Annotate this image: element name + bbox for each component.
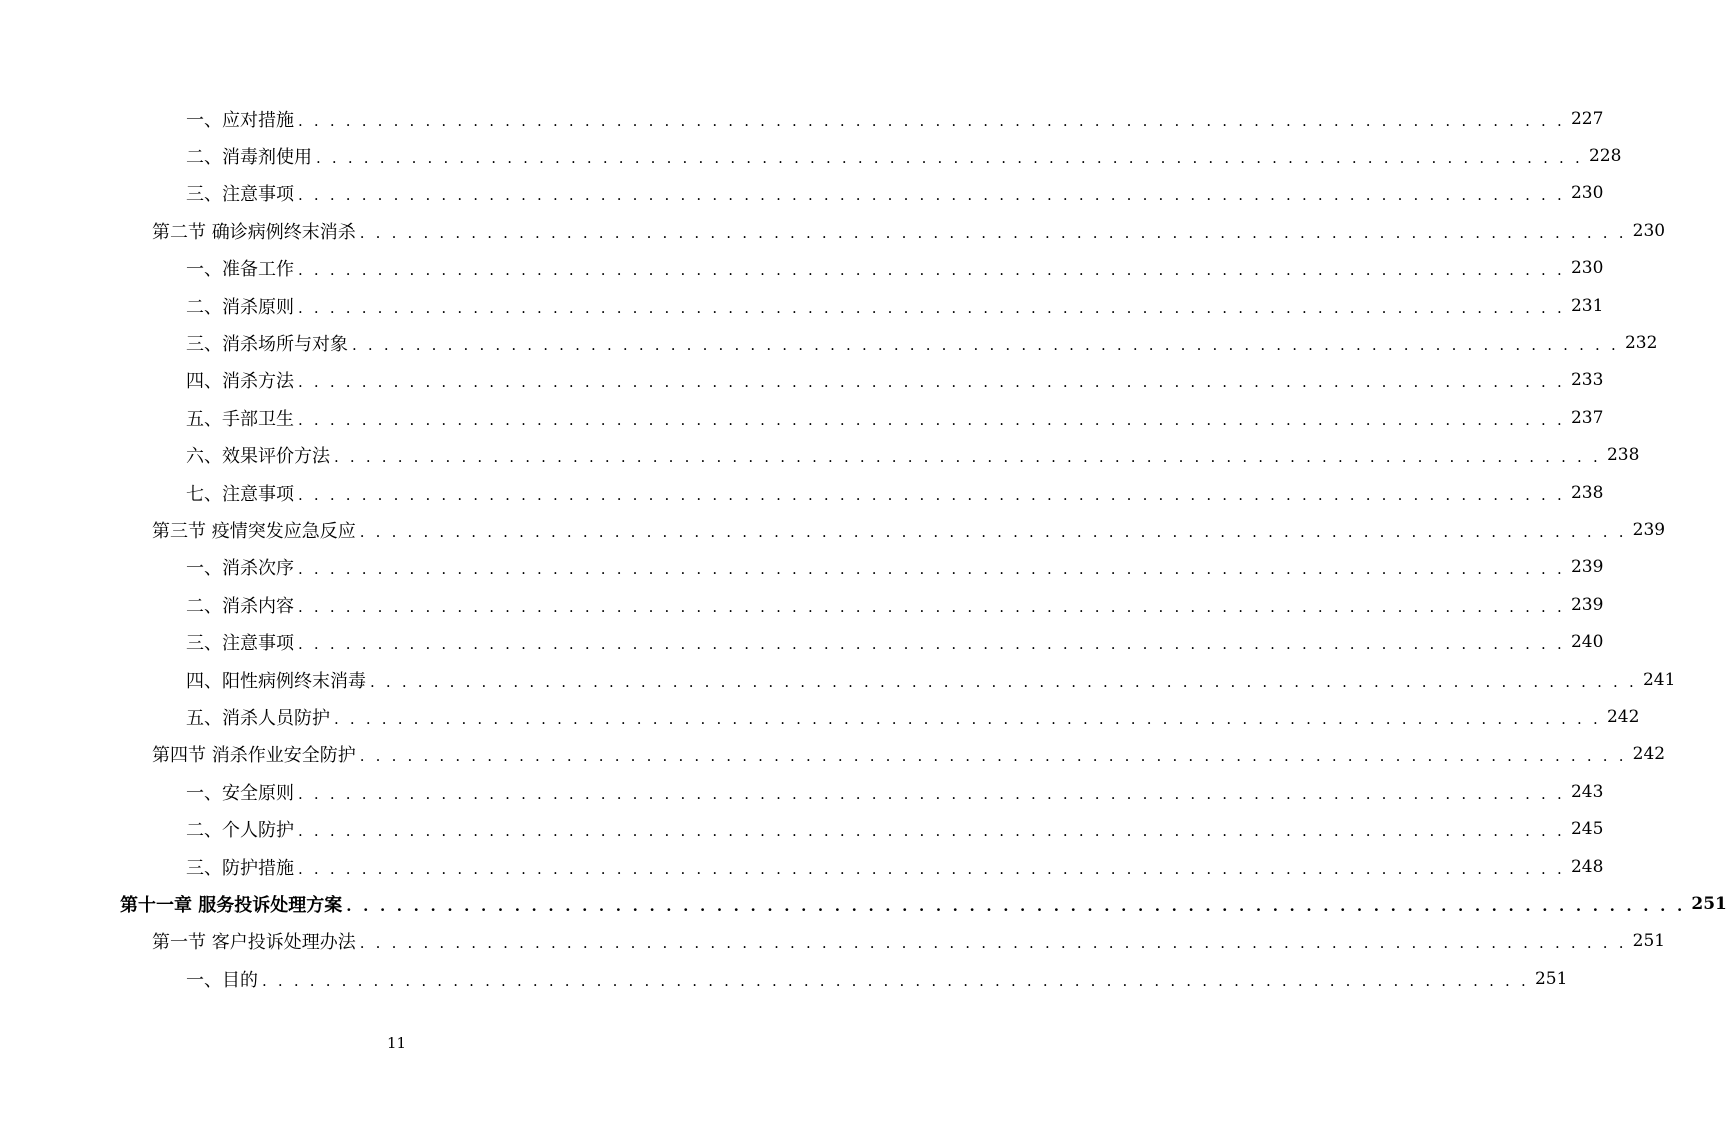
toc-leader-dots: . . . . . . . . . . . . . . . . . . . . . . . . . . . . . . . . . . . . . . . . . . . . . . . . . . . . . . . . . . . . . . . . . . . . . . . . . . . . . . . .	[298, 485, 1565, 504]
toc-entry-item[interactable]	[0, 287, 1604, 324]
toc-entry-section[interactable]	[0, 511, 1666, 548]
toc-entry-title: 二、消杀内容	[186, 595, 294, 617]
toc-entry-page: 251	[1534, 968, 1568, 989]
toc-entry-page: 228	[1588, 146, 1622, 167]
toc-leader-dots: . . . . . . . . . . . . . . . . . . . . . . . . . . . . . . . . . . . . . . . . . . . . . . . . . . . . . . . . . . . . . . . . . . . . . . . . . . . . . . . .	[298, 410, 1565, 429]
toc-leader-dots: . . . . . . . . . . . . . . . . . . . . . . . . . . . . . . . . . . . . . . . . . . . . . . . . . . . . . . . . . . . . . . . . . . . . . . . . . . . . . . . .	[298, 373, 1565, 392]
toc-leader-dots: . . . . . . . . . . . . . . . . . . . . . . . . . . . . . . . . . . . . . . . . . . . . . . . . . . . . . . . . . . . . . . . . . . . . . . . . . . . . . . . .	[370, 672, 1637, 691]
toc-leader-dots: . . . . . . . . . . . . . . . . . . . . . . . . . . . . . . . . . . . . . . . . . . . . . . . . . . . . . . . . . . . . . . . . . . . . . . . . . . . . . . . .	[298, 597, 1565, 616]
toc-entry-title: 五、手部卫生	[186, 408, 294, 430]
toc-entry-title: 三、防护措施	[186, 857, 294, 879]
toc-entry-item[interactable]	[0, 474, 1604, 511]
toc-entry-chapter[interactable]	[0, 885, 1727, 922]
toc-entry-page: 248	[1570, 856, 1604, 877]
toc-entry-page: 230	[1632, 220, 1666, 241]
toc-entry-item[interactable]	[0, 773, 1604, 810]
toc-entry-page: 233	[1570, 370, 1604, 391]
toc-entry-page: 243	[1570, 781, 1604, 802]
toc-entry-page: 242	[1606, 706, 1640, 727]
toc-entry-title: 一、准备工作	[186, 259, 294, 281]
toc-entry-title: 三、注意事项	[186, 633, 294, 655]
toc-entry-section[interactable]	[0, 923, 1666, 960]
toc-entry-title: 第四节 消杀作业安全防护	[152, 745, 356, 767]
toc-entry-section[interactable]	[0, 736, 1666, 773]
toc-entry-title: 三、注意事项	[186, 184, 294, 206]
toc-entry-item[interactable]	[0, 848, 1604, 885]
toc-entry-title: 六、效果评价方法	[186, 446, 330, 468]
toc-entry-page: 242	[1632, 744, 1666, 765]
toc-entry-page: 245	[1570, 819, 1604, 840]
toc-entry-item[interactable]	[0, 661, 1676, 698]
toc-leader-dots: . . . . . . . . . . . . . . . . . . . . . . . . . . . . . . . . . . . . . . . . . . . . . . . . . . . . . . . . . . . . . . . . . . . . . . . . . . . . . . . .	[298, 111, 1565, 130]
toc-entry-title: 二、消毒剂使用	[186, 147, 312, 169]
toc-entry-title: 二、消杀原则	[186, 296, 294, 318]
toc-entry-item[interactable]	[0, 175, 1604, 212]
toc-leader-dots: . . . . . . . . . . . . . . . . . . . . . . . . . . . . . . . . . . . . . . . . . . . . . . . . . . . . . . . . . . . . . . . . . . . . . . . . . . . . . . . .	[298, 261, 1565, 280]
toc-entry-item[interactable]	[0, 698, 1640, 735]
toc-entry-title: 第一节 客户投诉处理办法	[152, 932, 356, 954]
toc-leader-dots: . . . . . . . . . . . . . . . . . . . . . . . . . . . . . . . . . . . . . . . . . . . . . . . . . . . . . . . . . . . . . . . . . . . . . . . . . . . . . . . .	[352, 336, 1619, 355]
table-of-contents	[0, 100, 1727, 997]
toc-entry-title: 一、安全原则	[186, 782, 294, 804]
toc-entry-page: 239	[1570, 594, 1604, 615]
toc-entry-title: 四、阳性病例终末消毒	[186, 670, 366, 692]
toc-leader-dots: . . . . . . . . . . . . . . . . . . . . . . . . . . . . . . . . . . . . . . . . . . . . . . . . . . . . . . . . . . . . . . . . . . . . . . . . . . . . . . . .	[359, 522, 1627, 541]
toc-entry-title: 七、注意事项	[186, 483, 294, 505]
toc-leader-dots: . . . . . . . . . . . . . . . . . . . . . . . . . . . . . . . . . . . . . . . . . . . . . . . . . . . . . . . . . . . . . . . . . . . . . . . . . . . . . . . .	[298, 822, 1565, 841]
toc-entry-item[interactable]	[0, 586, 1604, 623]
toc-entry-page: 239	[1632, 519, 1666, 540]
toc-entry-page: 240	[1570, 632, 1604, 653]
toc-leader-dots: . . . . . . . . . . . . . . . . . . . . . . . . . . . . . . . . . . . . . . . . . . . . . . . . . . . . . . . . . . . . . . . . . . . . . . . . . . . . . . . .	[298, 635, 1565, 654]
toc-entry-item[interactable]	[0, 549, 1604, 586]
page-number: 11	[386, 1034, 407, 1052]
toc-entry-item[interactable]	[0, 437, 1640, 474]
toc-entry-title: 一、应对措施	[186, 109, 294, 131]
toc-leader-dots: . . . . . . . . . . . . . . . . . . . . . . . . . . . . . . . . . . . . . . . . . . . . . . . . . . . . . . . . . . . . . . . . . . . . . . . . . . . . . . . .	[346, 896, 1686, 915]
toc-entry-page: 241	[1642, 669, 1676, 690]
toc-entry-page: 232	[1624, 333, 1658, 354]
toc-entry-title: 一、消杀次序	[186, 558, 294, 580]
toc-entry-title: 一、目的	[186, 969, 258, 991]
toc-leader-dots: . . . . . . . . . . . . . . . . . . . . . . . . . . . . . . . . . . . . . . . . . . . . . . . . . . . . . . . . . . . . . . . . . . . . . . . . . . . . . . . .	[298, 186, 1565, 205]
toc-entry-title: 四、消杀方法	[186, 371, 294, 393]
toc-leader-dots: . . . . . . . . . . . . . . . . . . . . . . . . . . . . . . . . . . . . . . . . . . . . . . . . . . . . . . . . . . . . . . . . . . . . . . . . . . . . . . . .	[359, 223, 1627, 242]
toc-entry-item[interactable]	[0, 137, 1622, 174]
toc-leader-dots: . . . . . . . . . . . . . . . . . . . . . . . . . . . . . . . . . . . . . . . . . . . . . . . . . . . . . . . . . . . . . . . . . . . . . . . . . . . . . . . .	[298, 560, 1565, 579]
toc-entry-title: 第二节 确诊病例终末消杀	[152, 221, 356, 243]
toc-entry-title: 三、消杀场所与对象	[186, 334, 348, 356]
toc-entry-page: 237	[1570, 407, 1604, 428]
toc-entry-page: 251	[1691, 893, 1727, 914]
toc-entry-item[interactable]	[0, 250, 1604, 287]
toc-entry-page: 251	[1632, 931, 1666, 952]
toc-leader-dots: . . . . . . . . . . . . . . . . . . . . . . . . . . . . . . . . . . . . . . . . . . . . . . . . . . . . . . . . . . . . . . . . . . . . . . . . . . . . . . . .	[316, 149, 1583, 168]
toc-entry-title: 第十一章 服务投诉处理方案	[120, 894, 343, 916]
toc-entry-section[interactable]	[0, 212, 1666, 249]
toc-leader-dots: . . . . . . . . . . . . . . . . . . . . . . . . . . . . . . . . . . . . . . . . . . . . . . . . . . . . . . . . . . . . . . . . . . . . . . . . . . . . . . . .	[298, 298, 1565, 317]
toc-entry-page: 239	[1570, 557, 1604, 578]
toc-entry-item[interactable]	[0, 362, 1604, 399]
toc-entry-page: 238	[1606, 445, 1640, 466]
toc-entry-item[interactable]	[0, 324, 1658, 361]
toc-entry-item[interactable]	[0, 623, 1604, 660]
toc-entry-item[interactable]	[0, 960, 1568, 997]
toc-leader-dots: . . . . . . . . . . . . . . . . . . . . . . . . . . . . . . . . . . . . . . . . . . . . . . . . . . . . . . . . . . . . . . . . . . . . . . . . . . . . . . . .	[334, 448, 1601, 467]
toc-leader-dots: . . . . . . . . . . . . . . . . . . . . . . . . . . . . . . . . . . . . . . . . . . . . . . . . . . . . . . . . . . . . . . . . . . . . . . . . . . . . . . . .	[298, 859, 1565, 878]
toc-leader-dots: . . . . . . . . . . . . . . . . . . . . . . . . . . . . . . . . . . . . . . . . . . . . . . . . . . . . . . . . . . . . . . . . . . . . . . . . . . . . . . . .	[359, 747, 1627, 766]
toc-leader-dots: . . . . . . . . . . . . . . . . . . . . . . . . . . . . . . . . . . . . . . . . . . . . . . . . . . . . . . . . . . . . . . . . . . . . . . . . . . . . . . . .	[262, 971, 1529, 990]
toc-entry-item[interactable]	[0, 100, 1604, 137]
toc-entry-title: 第三节 疫情突发应急反应	[152, 520, 356, 542]
toc-entry-title: 二、个人防护	[186, 820, 294, 842]
toc-leader-dots: . . . . . . . . . . . . . . . . . . . . . . . . . . . . . . . . . . . . . . . . . . . . . . . . . . . . . . . . . . . . . . . . . . . . . . . . . . . . . . . .	[334, 709, 1601, 728]
toc-entry-item[interactable]	[0, 810, 1604, 847]
toc-entry-item[interactable]	[0, 399, 1604, 436]
toc-entry-title: 五、消杀人员防护	[186, 707, 330, 729]
toc-leader-dots: . . . . . . . . . . . . . . . . . . . . . . . . . . . . . . . . . . . . . . . . . . . . . . . . . . . . . . . . . . . . . . . . . . . . . . . . . . . . . . . .	[298, 784, 1565, 803]
toc-entry-page: 230	[1570, 258, 1604, 279]
toc-entry-page: 227	[1570, 108, 1604, 129]
toc-leader-dots: . . . . . . . . . . . . . . . . . . . . . . . . . . . . . . . . . . . . . . . . . . . . . . . . . . . . . . . . . . . . . . . . . . . . . . . . . . . . . . . .	[359, 934, 1627, 953]
toc-entry-page: 231	[1570, 295, 1604, 316]
toc-entry-page: 230	[1570, 183, 1604, 204]
toc-entry-page: 238	[1570, 482, 1604, 503]
